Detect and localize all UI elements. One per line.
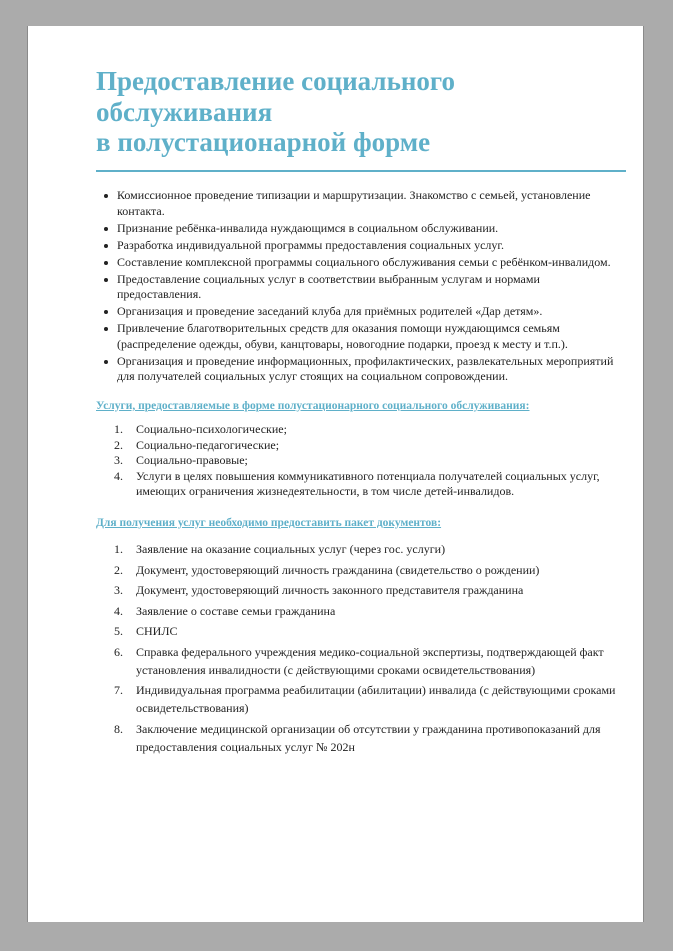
item-number: 1. [114, 542, 123, 556]
list-item [96, 469, 626, 500]
documents-list [96, 540, 626, 756]
item-text: Заявление о составе семьи гражданина [136, 603, 336, 618]
item-number: 2. [114, 562, 123, 577]
item-number: 6. [114, 644, 123, 659]
list-item: Предоставление социальных услуг в соответствии выбранным услугам и нормами предоставления. [96, 272, 626, 303]
item-number: 8. [114, 721, 123, 736]
list-item [96, 681, 626, 717]
title-line: в полустационарной форме [96, 127, 431, 157]
item-text: Услуги в целях повышения коммуникативного потенциала получателей социальных услуг, имеющих ограничения жизнедеятельности, в том числе детей-инвалидов. [136, 468, 600, 498]
list-item: Составление комплексной программы социального обслуживания семьи с ребёнком-инвалидом. [96, 255, 626, 271]
title-line: обслуживания [96, 96, 273, 127]
services-heading: Услуги, предоставляемые в форме полустационарного социального обслуживания: [96, 399, 530, 412]
services-list [96, 422, 626, 500]
item-number: 4. [114, 468, 123, 483]
page-title [96, 66, 636, 158]
item-number: 1. [114, 422, 123, 436]
item-text: Индивидуальная программа реабилитации (абилитации) инвалида (с действующими сроками освидетельствования) [136, 683, 616, 715]
list-item [96, 643, 626, 679]
list-item: Признание ребёнка-инвалида нуждающимся в социальном обслуживании. [96, 221, 626, 237]
list-item [96, 561, 626, 579]
item-text: Справка федерального учреждения медико-социальной экспертизы, подтверждающей факт установления инвалидности (с действующими сроками освидетельствования) [136, 644, 604, 677]
activities-list [96, 188, 626, 385]
list-item [96, 581, 626, 599]
list-item: Комиссионное проведение типизации и маршрутизации. Знакомство с семьей, установление контакта. [96, 188, 626, 219]
documents-heading: Для получения услуг необходимо предоставить пакет документов: [96, 516, 442, 529]
item-text: Заключение медицинской организации об отсутствии у гражданина противопоказаний для предоставления социальных услуг № 202н [136, 721, 601, 754]
list-item [96, 602, 626, 620]
item-number: 5. [114, 624, 123, 638]
item-number: 3. [114, 453, 123, 467]
list-item: Привлечение благотворительных средств для оказания помощи нуждающимся семьям (распределение одежды, обуви, канцтовары, новогодние подарки, проезд к месту и т.п.). [96, 321, 626, 352]
list-item [96, 622, 626, 640]
item-number: 2. [114, 437, 123, 452]
item-text: СНИЛС [136, 624, 178, 638]
list-item [96, 540, 626, 558]
list-item [96, 422, 626, 438]
item-text: Социально-правовые; [136, 453, 248, 467]
list-item: Разработка индивидуальной программы предоставления социальных услуг. [96, 238, 626, 254]
item-text: Социально-психологические; [136, 422, 287, 436]
list-item [96, 438, 626, 454]
list-item [96, 453, 626, 469]
document-body [96, 188, 626, 758]
item-text: Заявление на оказание социальных услуг (через гос. услуги) [136, 542, 446, 556]
item-number: 3. [114, 583, 123, 597]
title-divider [96, 170, 626, 172]
item-text: Документ, удостоверяющий личность гражданина (свидетельство о рождении) [136, 562, 540, 577]
item-text: Документ, удостоверяющий личность законного представителя гражданина [136, 583, 524, 597]
item-number: 7. [114, 683, 123, 697]
list-item [96, 720, 626, 756]
title-line: Предоставление социального [96, 66, 455, 96]
list-item: Организация и проведение заседаний клуба для приёмных родителей «Дар детям». [96, 304, 626, 320]
item-text: Социально-педагогические; [136, 437, 280, 452]
item-number: 4. [114, 603, 123, 618]
list-item: Организация и проведение информационных, профилактических, развлекательных мероприятий для получателей социальных услуг стоящих на социальном сопровождении. [96, 354, 626, 385]
